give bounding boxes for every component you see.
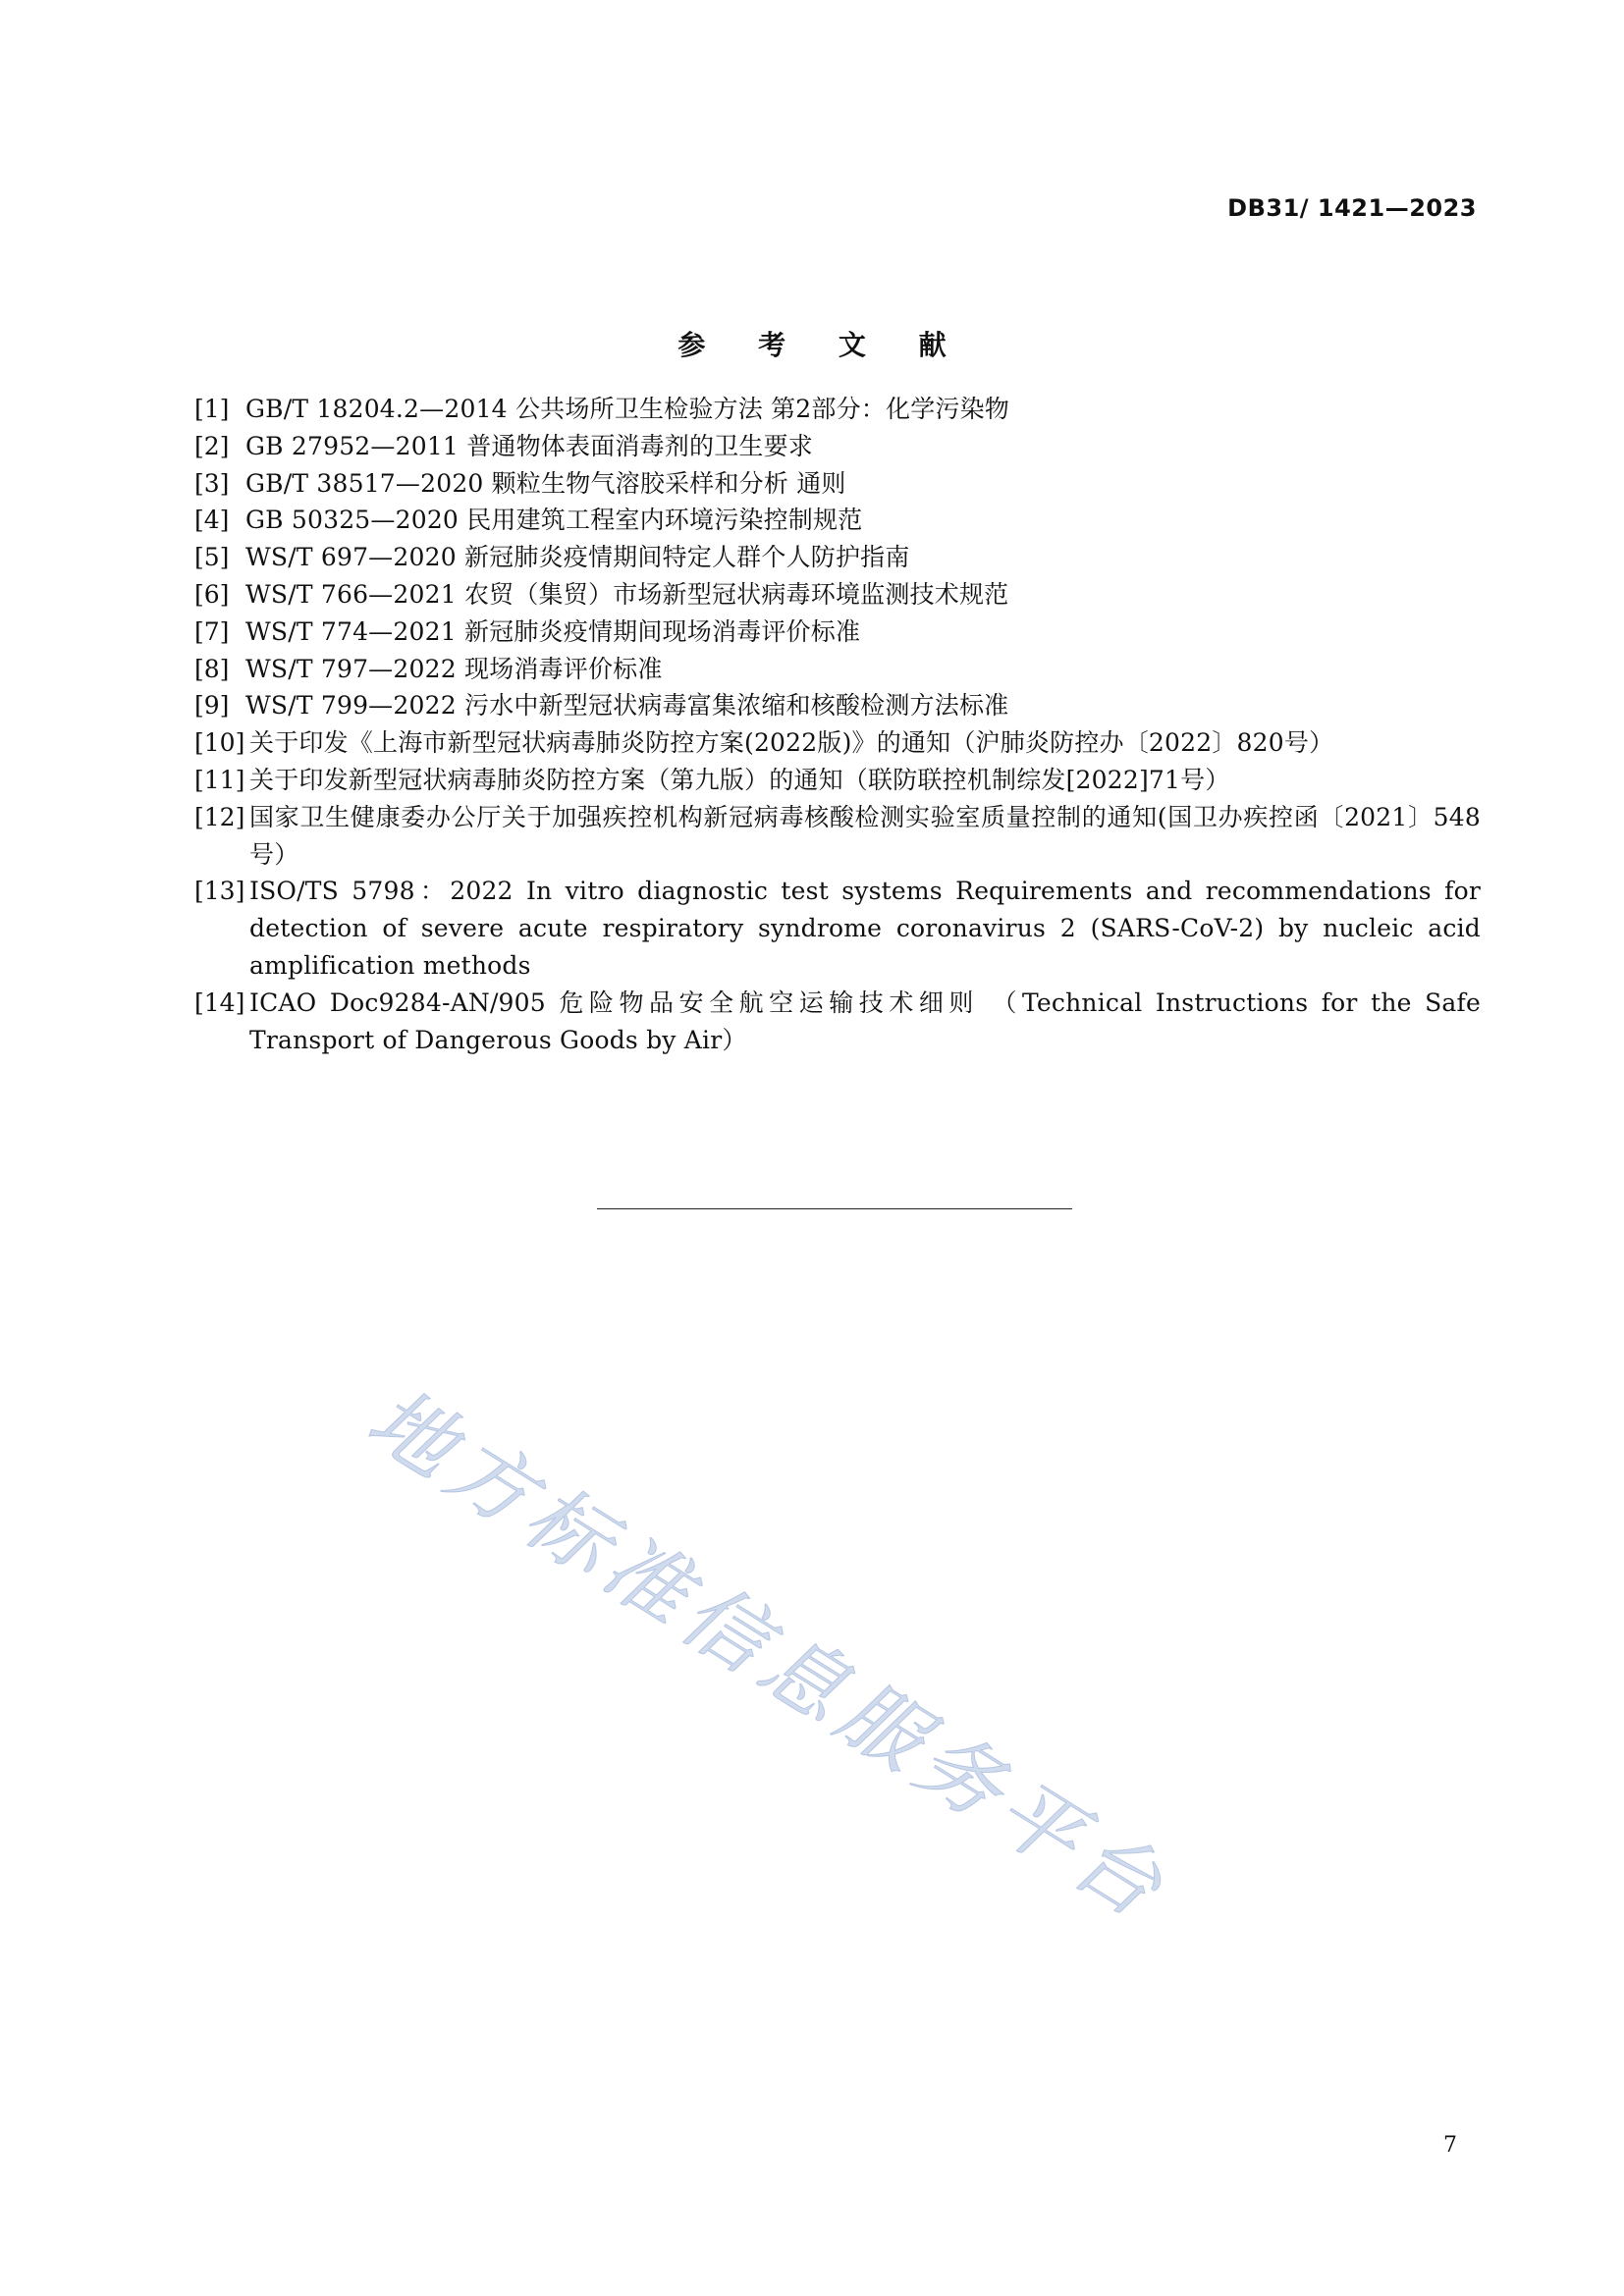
list-item	[194, 985, 1481, 1059]
reference-text: GB 50325—2020 民用建筑工程室内环境污染控制规范	[245, 506, 863, 535]
reference-text: 关于印发《上海市新型冠状病毒肺炎防控方案(2022版)》的通知（沪肺炎防控办〔2022〕820号）	[249, 728, 1334, 758]
reference-text: ICAO Doc9284-AN/905 危险物品安全航空运输技术细则 （Technical Instructions for the Safe Transport of Dangerous Goods by Air）	[249, 988, 1481, 1054]
list-item	[194, 465, 1481, 503]
list-item	[194, 799, 1481, 874]
reference-text: WS/T 799—2022 污水中新型冠状病毒富集浓缩和核酸检测方法标准	[245, 691, 1009, 721]
reference-text: WS/T 697—2020 新冠肺炎疫情期间特定人群个人防护指南	[245, 543, 910, 572]
reference-number: [8]	[194, 654, 230, 683]
reference-number: [12]	[194, 802, 245, 831]
reference-number: [2]	[194, 431, 230, 460]
reference-text: 国家卫生健康委办公厅关于加强疾控机构新冠病毒核酸检测实验室质量控制的通知(国卫办疾控函〔2021〕548号）	[249, 802, 1481, 869]
list-item	[194, 651, 1481, 688]
standard-code: DB31/ 1421—2023	[1227, 194, 1477, 222]
list-item	[194, 724, 1481, 762]
reference-number: [11]	[194, 765, 245, 794]
list-item	[194, 762, 1481, 799]
reference-number: [6]	[194, 579, 230, 609]
reference-text: WS/T 797—2022 现场消毒评价标准	[245, 654, 663, 683]
reference-text: GB/T 18204.2—2014 公共场所卫生检验方法 第2部分：化学污染物	[245, 395, 1009, 423]
reference-number: [10]	[194, 728, 245, 758]
list-item	[194, 539, 1481, 576]
reference-text: GB 27952—2011 普通物体表面消毒剂的卫生要求	[245, 431, 813, 460]
reference-text: WS/T 766—2021 农贸（集贸）市场新型冠状病毒环境监测技术规范	[245, 579, 1009, 609]
list-item	[194, 873, 1481, 984]
reference-number: [1]	[194, 395, 230, 423]
list-item	[194, 428, 1481, 465]
reference-list	[194, 391, 1481, 1058]
list-item	[194, 614, 1481, 651]
reference-number: [4]	[194, 506, 230, 535]
reference-text: ISO/TS 5798：2022 In vitro diagnostic test systems Requirements and recommendations for detection of severe acute respiratory syndrome coronavirus 2 (SARS-CoV-2) by nucleic acid amplification methods	[249, 877, 1481, 980]
list-item	[194, 576, 1481, 614]
list-item	[194, 391, 1481, 428]
reference-number: [9]	[194, 691, 230, 721]
list-item	[194, 687, 1481, 724]
page-number: 7	[1443, 2133, 1457, 2158]
watermark: 地方标准信息服务平台	[352, 1369, 1186, 1941]
reference-text: WS/T 774—2021 新冠肺炎疫情期间现场消毒评价标准	[245, 616, 861, 646]
reference-number: [5]	[194, 543, 230, 572]
reference-number: [13]	[194, 877, 245, 906]
reference-number: [7]	[194, 616, 230, 646]
reference-number: [14]	[194, 988, 245, 1017]
list-item	[194, 502, 1481, 539]
reference-text: 关于印发新型冠状病毒肺炎防控方案（第九版）的通知（联防联控机制综发[2022]71号）	[249, 765, 1230, 794]
page-title: 参 考 文 献	[677, 329, 968, 361]
reference-text: GB/T 38517—2020 颗粒生物气溶胶采样和分析 通则	[245, 468, 846, 498]
end-divider	[597, 1208, 1072, 1209]
reference-number: [3]	[194, 468, 230, 498]
